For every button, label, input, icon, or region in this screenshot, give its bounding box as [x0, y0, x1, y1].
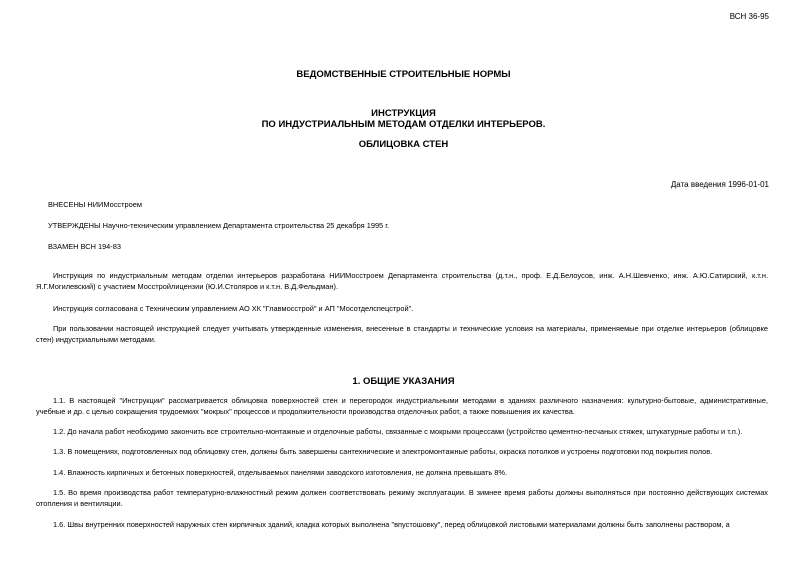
title-line-2: ПО ИНДУСТРИАЛЬНЫМ МЕТОДАМ ОТДЕЛКИ ИНТЕРЬЕРОВ.: [261, 119, 546, 130]
clause-1-6: 1.6. Швы внутренних поверхностей наружных стен кирпичных зданий, кладка которых выполнена "впустошовку", перед облицовкой листовыми материалами должны быть заполнены раствором, а: [53, 520, 730, 529]
introduced-by: ВНЕСЕНЫ НИИМосстроем: [48, 200, 142, 209]
norms-title: ВЕДОМСТВЕННЫЕ СТРОИТЕЛЬНЫЕ НОРМЫ: [296, 69, 511, 80]
clause-1-2: 1.2. До начала работ необходимо закончить все строительно-монтажные и отделочные работы, связанные с мокрыми процессами (устройство цементно-песчаных стяжек, штукатурные работы и т.п.).: [53, 427, 743, 436]
clause-1-1: 1.1. В настоящей "Инструкции" рассматривается облицовка поверхностей стен и перегородок индустриальными методами в зданиях различного назначения: культурно-бытовые, административные, учебные и др. с целью сокращения трудоемких "мокрых" процессов и продолжительности производства отделочных работ, а также повышения их качества.: [36, 396, 768, 416]
clause-1-5: 1.5. Во время производства работ температурно-влажностный режим должен соответствовать режиму эксплуатации. В зимнее время работы должны выполняться при постоянно действующих системах отопления и вентиляции.: [36, 488, 768, 508]
section-1-title: 1. ОБЩИЕ УКАЗАНИЯ: [352, 376, 455, 387]
intro-paragraph-1: Инструкция по индустриальным методам отделки интерьеров разработана НИИМосстроем Департамента строительства (д.т.н., проф. Е.Д.Белоусов, инж. А.Н.Шевченко, инж. А.Ю.Сатирский, к.т.н. Я.Г.Могилевский) с участием Мосстройлицензии (Ю.И.Столяров и к.т.н. В.Д.Фельдман).: [36, 271, 768, 291]
title-line-1: ИНСТРУКЦИЯ: [371, 108, 436, 119]
approved-by: УТВЕРЖДЕНЫ Научно-техническим управлением Департамента строительства 25 декабря 1995 г.: [48, 221, 390, 230]
clause-1-4: 1.4. Влажность кирпичных и бетонных поверхностей, отделываемых панелями заводского изготовления, не должна превышать 8%.: [53, 468, 508, 477]
clause-1-3: 1.3. В помещениях, подготовленных под облицовку стен, должны быть завершены сантехнические и электромонтажные работы, окраска потолков и устроены подготовки под покрытия полов.: [53, 447, 713, 456]
effective-date: Дата введения 1996-01-01: [670, 180, 769, 189]
document-subtitle: ОБЛИЦОВКА СТЕН: [358, 139, 449, 150]
intro-paragraph-3: При пользовании настоящей инструкцией следует учитывать утвержденные изменения, внесенные в стандарты и технические условия на материалы, применяемые при отделке интерьеров (облицовке стен) индустриальными методами.: [36, 324, 768, 344]
document-code: ВСН 36-95: [729, 12, 769, 21]
replaces-standard: ВЗАМЕН ВСН 194-83: [48, 242, 121, 251]
intro-paragraph-2: Инструкция согласована с Техническим управлением АО ХК "Главмосстрой" и АП "Мосотделспецстрой".: [53, 304, 414, 313]
